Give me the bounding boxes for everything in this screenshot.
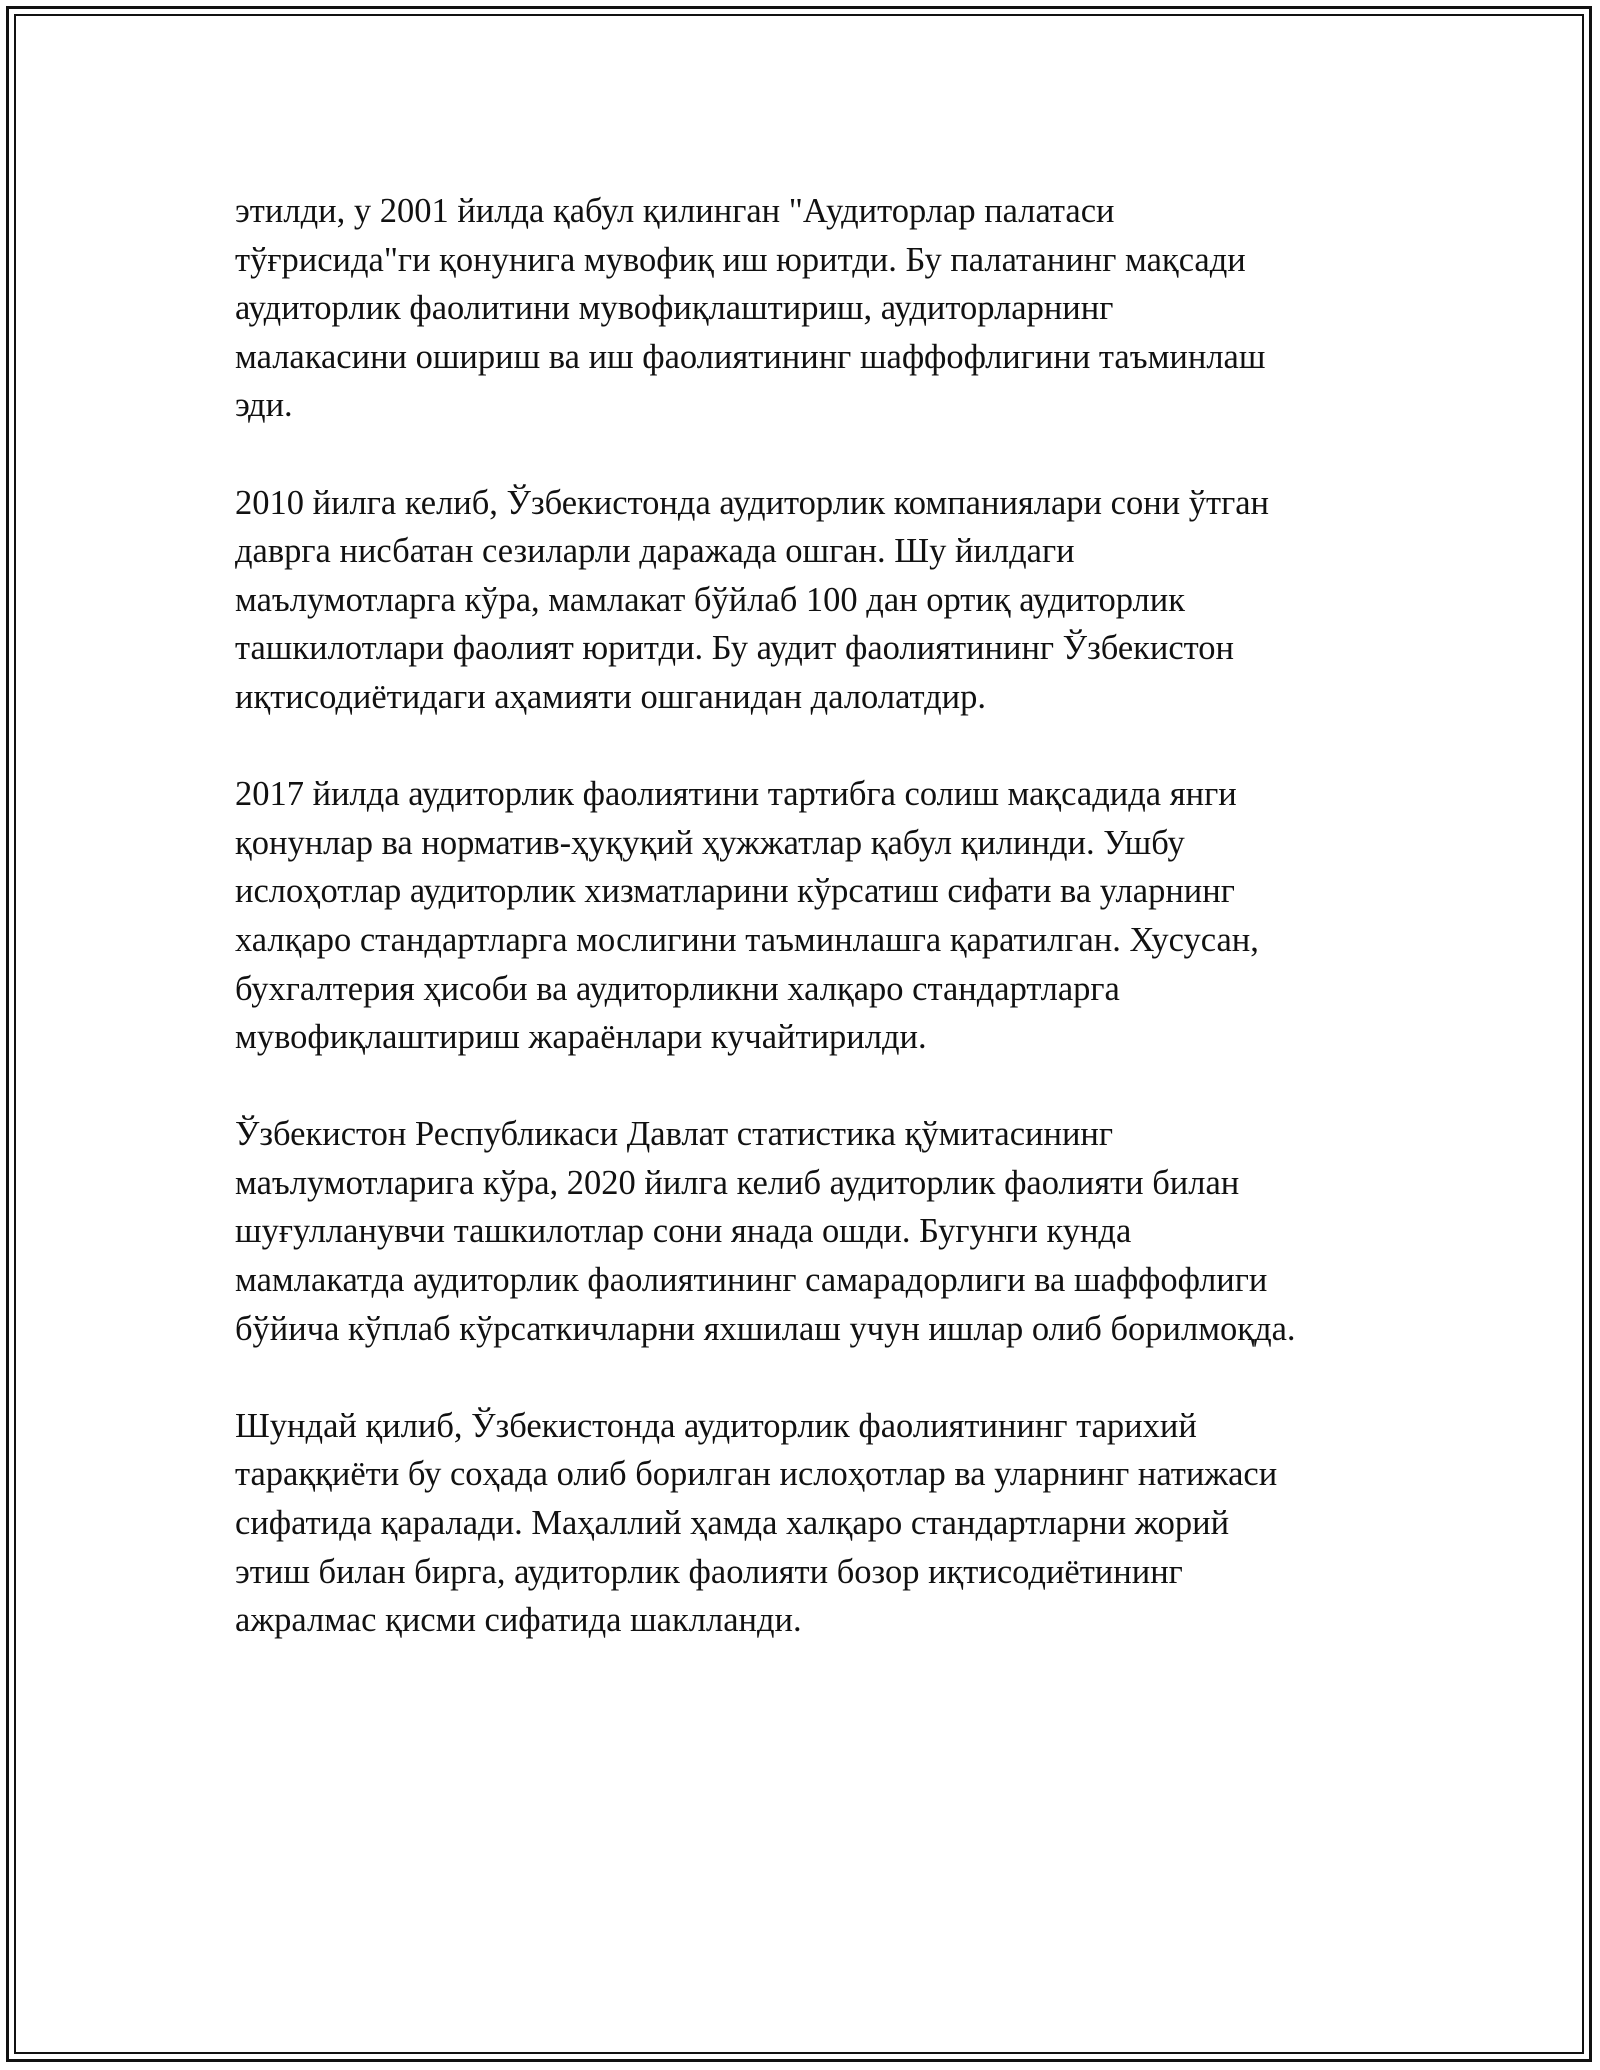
document-body [235, 187, 1415, 1693]
text-line: мувофиқлаштириш жараёнлари кучайтирилди. [235, 1018, 927, 1057]
text-line: Шундай қилиб, Ўзбекистонда аудиторлик фаолиятининг тарихий [235, 1406, 1197, 1445]
text-line: малакасини ошириш ва иш фаолиятининг шаффофлигини таъминлаш [235, 337, 1266, 376]
text-line: маълумотларига кўра, 2020 йилга келиб аудиторлик фаолияти билан [235, 1163, 1240, 1202]
text-line: бухгалтерия ҳисоби ва аудиторликни халқаро стандартларга [235, 969, 1120, 1008]
text-line: иқтисодиётидаги аҳамияти ошганидан далолатдир. [235, 677, 986, 716]
text-line: сифатида қаралади. Маҳаллий ҳамда халқаро стандартларни жорий [235, 1504, 1230, 1543]
paragraph-1 [235, 187, 1415, 430]
text-line: 2017 йилда аудиторлик фаолиятини тартибга солиш мақсадида янги [235, 775, 1237, 814]
text-line: этиш билан бирга, аудиторлик фаолияти бозор иқтисодиётининг [235, 1552, 1183, 1591]
text-line: шуғулланувчи ташкилотлар сони янада ошди. Бугунги кунда [235, 1212, 1132, 1251]
text-line: мамлакатда аудиторлик фаолиятининг самарадорлиги ва шаффофлиги [235, 1261, 1268, 1300]
paragraph-5 [235, 1402, 1415, 1645]
text-line: ташкилотлари фаолият юритди. Бу аудит фаолиятининг Ўзбекистон [235, 629, 1235, 668]
text-line: маълумотларга кўра, мамлакат бўйлаб 100 дан ортиқ аудиторлик [235, 580, 1185, 619]
paragraph-3 [235, 770, 1415, 1062]
text-line: Ўзбекистон Республикаси Давлат статистика қўмитасининг [235, 1115, 1114, 1154]
text-line: тўғрисида"ги қонунига мувофиқ иш юритди. Бу палатанинг мақсади [235, 240, 1246, 279]
text-line: даврга нисбатан сезиларли даражада ошган. Шу йилдаги [235, 532, 1075, 571]
paragraph-4 [235, 1110, 1415, 1353]
text-line: тараққиёти бу соҳада олиб борилган ислоҳотлар ва уларнинг натижаси [235, 1455, 1278, 1494]
text-line: ислоҳотлар аудиторлик хизматларини кўрсатиш сифати ва уларнинг [235, 872, 1235, 911]
text-line: этилди, у 2001 йилда қабул қилинган "Аудиторлар палатаси [235, 192, 1115, 230]
text-line: қонунлар ва норматив-ҳуқуқий ҳужжатлар қабул қилинди. Ушбу [235, 823, 1185, 862]
text-line: 2010 йилга келиб, Ўзбекистонда аудиторлик компаниялари сони ўтган [235, 483, 1270, 522]
paragraph-2 [235, 479, 1415, 722]
text-line: аудиторлик фаолитини мувофиқлаштириш, аудиторларнинг [235, 289, 1114, 328]
text-line: эди. [235, 386, 293, 425]
text-line: бўйича кўплаб кўрсаткичларни яхшилаш учун ишлар олиб борилмоқда. [235, 1309, 1296, 1348]
text-line: ажралмас қисми сифатида шаклланди. [235, 1601, 802, 1640]
text-line: халқаро стандартларга мослигини таъминлашга қаратилган. Хусусан, [235, 920, 1259, 959]
